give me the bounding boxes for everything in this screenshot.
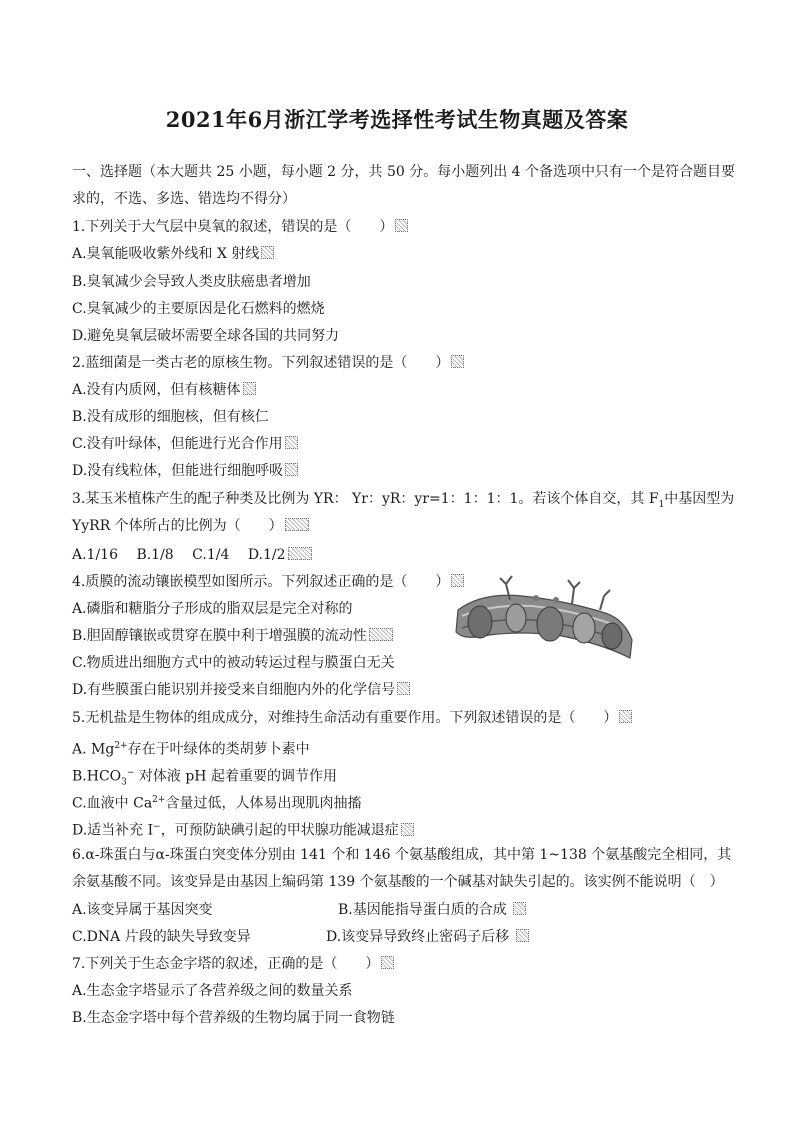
q1-stem: 1.下列关于大气层中臭氧的叙述，错误的是（ ）: [72, 217, 408, 237]
q2-option-b: B.没有成形的细胞核，但有核仁: [72, 409, 269, 425]
q7-option-a: A.生态金字塔显示了各营养级之间的数量关系: [72, 983, 353, 999]
q1-option-a: A.臭氧能吸收紫外线和 X 射线: [72, 244, 274, 264]
q5-option-b: $B.HCO_3^-$ 对体液 pH 起着重要的调节作用: [72, 768, 337, 788]
placeholder-glyph-icon: [619, 710, 632, 723]
placeholder-glyph-icon: [395, 219, 408, 232]
placeholder-glyph-icon: [285, 436, 298, 449]
q2-option-d: D.没有线粒体，但能进行细胞呼吸: [72, 461, 298, 481]
placeholder-glyph-icon: [516, 929, 529, 942]
q5-option-a: A. $Mg^{2+}$存在于叶绿体的类胡萝卜素中: [72, 741, 310, 758]
section-intro-line-1: 一、选择题（本大题共 25 小题，每小题 2 分，共 50 分。每小题列出 4 个备选项中只有一个是符合题目要: [72, 164, 736, 180]
q4-stem: 4.质膜的流动镶嵌模型如图所示。下列叙述正确的是（ ）: [72, 572, 464, 592]
placeholder-glyph-icon: [288, 547, 312, 560]
placeholder-glyph-icon: [285, 518, 309, 531]
q1-option-c: C.臭氧减少的主要原因是化石燃料的燃烧: [72, 301, 325, 317]
q4-option-c: C.物质进出细胞方式中的被动转运过程与膜蛋白无关: [72, 655, 395, 671]
q2-option-a: A.没有内质网，但有核糖体: [72, 380, 256, 400]
q3-stem-line-2: YyRR 个体所占的比例为（ ）: [72, 516, 309, 536]
page-title: 2021年6月浙江学考选择性考试生物真题及答案: [165, 107, 629, 132]
q7-option-b: B.生态金字塔中每个营养级的生物均属于同一食物链: [72, 1010, 395, 1026]
q2-option-c: C.没有叶绿体，但能进行光合作用: [72, 434, 298, 454]
q5-option-c: C.血液中 $Ca^{2+}$含量过低，人体易出现肌肉抽搐: [72, 795, 362, 812]
q5-option-d: D.适当补充 I−，可预防缺碘引起的甲状腺功能减退症: [72, 817, 414, 841]
q6-option-b: B.基因能指导蛋白质的合成: [338, 900, 526, 920]
q3-options: A.1/16 B.1/8 C.1/4 D.1/2: [72, 545, 312, 565]
placeholder-glyph-icon: [513, 902, 526, 915]
q5-stem: 5.无机盐是生物体的组成成分，对维持生命活动有重要作用。下列叙述错误的是（ ）: [72, 708, 632, 728]
q1-option-d: D.避免臭氧层破坏需要全球各国的共同努力: [72, 328, 340, 344]
q6-option-c: C.DNA 片段的缺失导致变异: [72, 929, 251, 945]
membrane-model-figure: [452, 570, 638, 662]
q4-option-d: D.有些膜蛋白能识别并接受来自细胞内外的化学信号: [72, 680, 410, 700]
placeholder-glyph-icon: [243, 382, 256, 395]
q4-option-b: B.胆固醇镶嵌或贯穿在膜中利于增强膜的流动性: [72, 626, 393, 646]
placeholder-glyph-icon: [451, 355, 464, 368]
q3-stem-line-1: 3.某玉米植株产生的配子种类及比例为 YR： Yr：yR：yr=1：1：1：1。若该个体自交，其 $F_1$中基因型为: [72, 491, 735, 510]
placeholder-glyph-icon: [397, 682, 410, 695]
placeholder-glyph-icon: [369, 628, 393, 641]
q6-stem-line-2: 余氨基酸不同。该变异是由基因上编码第 139 个氨基酸的一个碱基对缺失引起的。该实例不能说明（ ）: [72, 874, 724, 890]
q4-option-a: A.磷脂和糖脂分子形成的脂双层是完全对称的: [72, 601, 353, 617]
placeholder-glyph-icon: [261, 246, 274, 259]
q6-stem-line-1: 6.α-珠蛋白与α-珠蛋白突变体分别由 141 个和 146 个氨基酸组成，其中第 1~138 个氨基酸完全相同，其: [72, 847, 732, 863]
q7-stem: 7.下列关于生态金字塔的叙述，正确的是（ ）: [72, 954, 394, 974]
q6-option-d: D.该变异导致终止密码子后移: [326, 927, 529, 947]
placeholder-glyph-icon: [401, 823, 414, 836]
q6-option-a: A.该变异属于基因突变: [72, 902, 213, 918]
q2-stem: 2.蓝细菌是一类古老的原核生物。下列叙述错误的是（ ）: [72, 353, 464, 373]
placeholder-glyph-icon: [381, 956, 394, 969]
placeholder-glyph-icon: [285, 463, 298, 476]
q1-option-b: B.臭氧减少会导致人类皮肤癌患者增加: [72, 274, 311, 290]
section-intro-line-2: 求的，不选、多选、错选均不得分）: [72, 191, 296, 207]
